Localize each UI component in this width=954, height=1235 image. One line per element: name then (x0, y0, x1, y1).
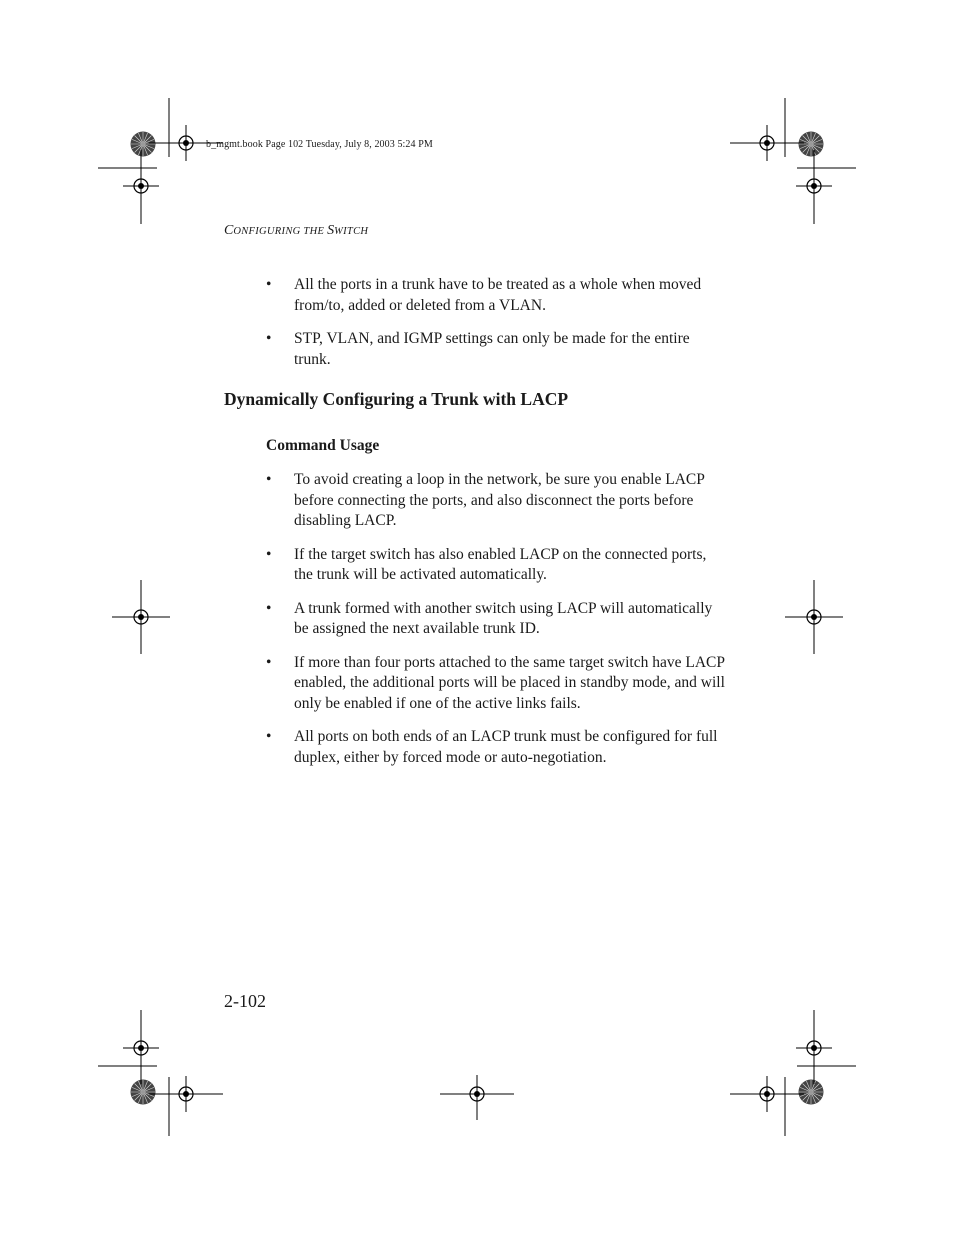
list-item (266, 599, 726, 640)
list-item-text: All the ports in a trunk have to be treated as a whole when moved from/to, added or deleted from a VLAN. (294, 276, 702, 314)
list-item (266, 545, 726, 586)
intro-bullet-list (266, 275, 726, 370)
list-item-text: If the target switch has also enabled LACP on the connected ports, the trunk will be activated automatically. (294, 545, 707, 583)
list-item-text: All ports on both ends of an LACP trunk must be configured for full duplex, either by forced mode or auto-negotiation. (294, 728, 718, 766)
bullet-icon: • (266, 545, 272, 563)
command-usage-list (266, 470, 726, 768)
sub-heading: Command Usage (266, 437, 380, 454)
list-item-text: A trunk formed with another switch using LACP will automatically be assigned the next available trunk ID. (294, 599, 713, 637)
list-item-text: If more than four ports attached to the same target switch have LACP enabled, the additional ports will be placed in standby mode, and will only be enabled if one of the active links fails. (294, 653, 725, 712)
list-item (266, 470, 726, 532)
list-item (266, 727, 726, 768)
list-item (266, 329, 726, 370)
star-target-icon (131, 1080, 156, 1105)
star-target-icon (799, 1080, 824, 1105)
running-head-part: S (327, 223, 335, 238)
bullet-icon: • (266, 599, 272, 617)
running-head (224, 223, 368, 239)
page-number: 2-102 (224, 991, 266, 1011)
star-target-icon (799, 132, 824, 157)
bullet-icon: • (266, 653, 272, 671)
list-item-text: To avoid creating a loop in the network, be sure you enable LACP before connecting the ports, and also disconnect the ports before disabling LACP. (294, 471, 705, 529)
list-item-text: STP, VLAN, and IGMP settings can only be made for the entire trunk. (294, 330, 690, 368)
section-heading: Dynamically Configuring a Trunk with LACP (224, 389, 569, 409)
bullet-icon: • (266, 330, 272, 347)
running-head-part: C (224, 223, 234, 238)
running-head-part: WITCH (334, 226, 369, 237)
slug-line: b_mgmt.book Page 102 Tuesday, July 8, 2003 5:24 PM (206, 139, 433, 150)
running-head-part: ONFIGURING THE (233, 226, 328, 237)
bullet-icon: • (266, 728, 272, 745)
bullet-icon: • (266, 471, 272, 488)
list-item (266, 653, 726, 715)
list-item (266, 275, 726, 316)
bullet-icon: • (266, 276, 272, 293)
star-target-icon (131, 132, 156, 157)
